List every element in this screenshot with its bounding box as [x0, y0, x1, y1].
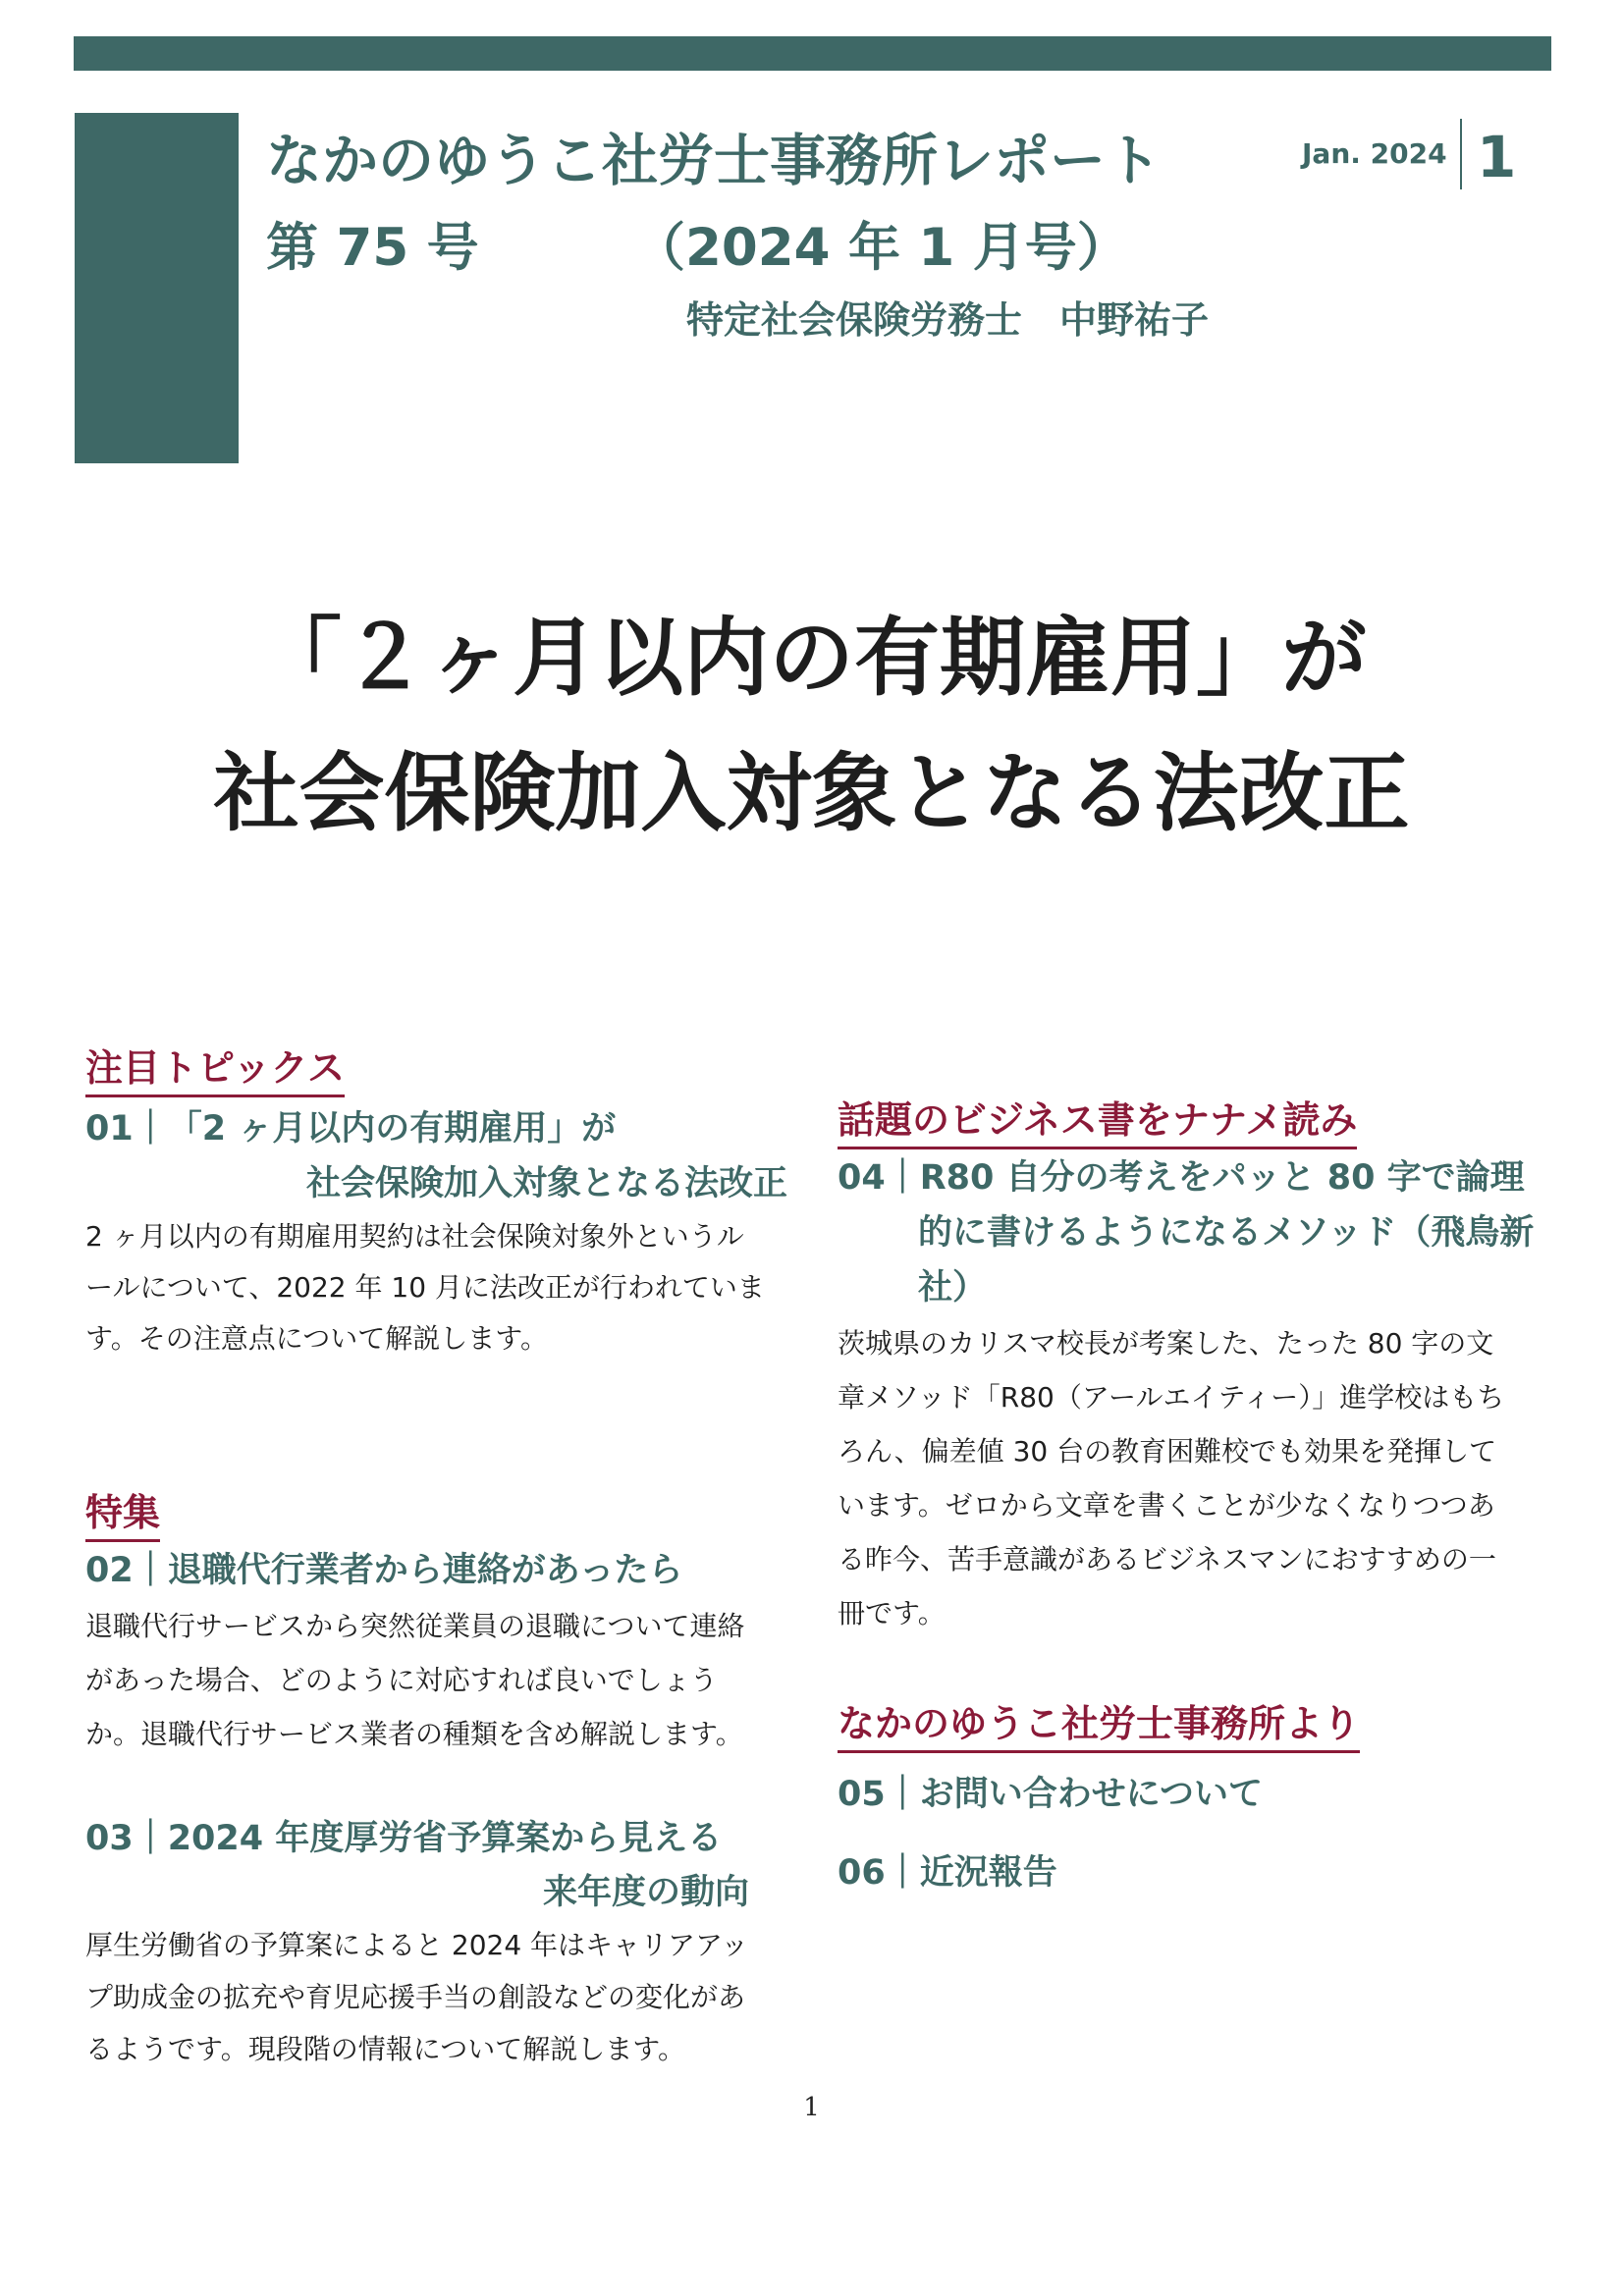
- header-divider: [1460, 119, 1462, 189]
- item-04-body-line: 章メソッド「R80（アールエイティー）」進学校はもち: [838, 1381, 1505, 1414]
- header-page-number: 1: [1477, 124, 1517, 190]
- item-06-title: 06｜近況報告: [838, 1853, 1057, 1893]
- item-04-title-line-3: 社）: [918, 1268, 988, 1308]
- item-02-title: 02｜退職代行業者から連絡があったら: [85, 1551, 683, 1590]
- item-04-body-line: います。ゼロから文章を書くことが少なくなりつつあ: [838, 1489, 1495, 1522]
- top-accent-bar: [74, 36, 1551, 71]
- section-heading-office: なかのゆうこ社労士事務所より: [838, 1693, 1360, 1753]
- item-04-body-line: る昨今、苦手意識があるビジネスマンにおすすめの一: [838, 1543, 1496, 1575]
- item-05-title: 05｜お問い合わせについて: [838, 1775, 1264, 1814]
- section-heading-books: 話題のビジネス書をナナメ読み: [838, 1090, 1357, 1149]
- header-accent-block: [75, 113, 239, 463]
- item-04-title-line-1: 04｜R80 自分の考えをパッと 80 字で論理: [838, 1158, 1525, 1198]
- item-02-body-line: 退職代行サービスから突然従業員の退職について連絡: [85, 1610, 745, 1642]
- report-title: なかのゆうこ社労士事務所レポート: [266, 129, 1162, 193]
- headline-line-1: 「２ヶ月以内の有期雇用」が: [256, 608, 1367, 708]
- item-01-title-line-2: 社会保険加入対象となる法改正: [306, 1164, 788, 1203]
- item-02-body-line: か。退職代行サービス業者の種類を含め解説します。: [85, 1718, 743, 1750]
- item-04-title-line-2: 的に書けるようになるメソッド（飛鳥新: [918, 1213, 1535, 1253]
- item-02-body-line: があった場合、どのように対応すれば良いでしょう: [85, 1664, 718, 1696]
- item-01-body-line: ールについて、2022 年 10 月に法改正が行われていま: [85, 1271, 765, 1304]
- item-01-title-line-1: 01｜「2 ヶ月以内の有期雇用」が: [85, 1109, 617, 1148]
- item-03-body-line: プ助成金の拡充や育児応援手当の創設などの変化があ: [85, 1981, 746, 2013]
- issue-month: （2024 年 1 月号）: [633, 218, 1129, 278]
- item-03-body-line: 厚生労働省の予算案によると 2024 年はキャリアアッ: [85, 1929, 749, 1961]
- report-date: Jan. 2024: [1302, 137, 1447, 170]
- issue-number: 第 75 号: [266, 218, 479, 278]
- item-03-title-line-1: 03｜2024 年度厚労省予算案から見える: [85, 1819, 723, 1858]
- item-03-body-line: るようです。現段階の情報について解説します。: [85, 2033, 685, 2065]
- item-01-body-line: 2 ヶ月以内の有期雇用契約は社会保険対象外というル: [85, 1220, 744, 1253]
- item-01-body-line: す。その注意点について解説します。: [85, 1322, 548, 1355]
- headline-line-2: 社会保険加入対象となる法改正: [213, 743, 1410, 843]
- author-name: 特定社会保険労務士 中野祐子: [686, 298, 1210, 342]
- section-heading-feature: 特集: [85, 1482, 160, 1542]
- item-03-title-line-2: 来年度の動向: [543, 1873, 750, 1912]
- item-04-body-line: 冊です。: [838, 1597, 946, 1629]
- section-heading-topics: 注目トピックス: [85, 1038, 345, 1097]
- item-04-body-line: 茨城県のカリスマ校長が考案した、たった 80 字の文: [838, 1327, 1494, 1360]
- item-04-body-line: ろん、偏差値 30 台の教育困難校でも効果を発揮して: [838, 1435, 1497, 1468]
- footer-page-number: 1: [803, 2093, 820, 2122]
